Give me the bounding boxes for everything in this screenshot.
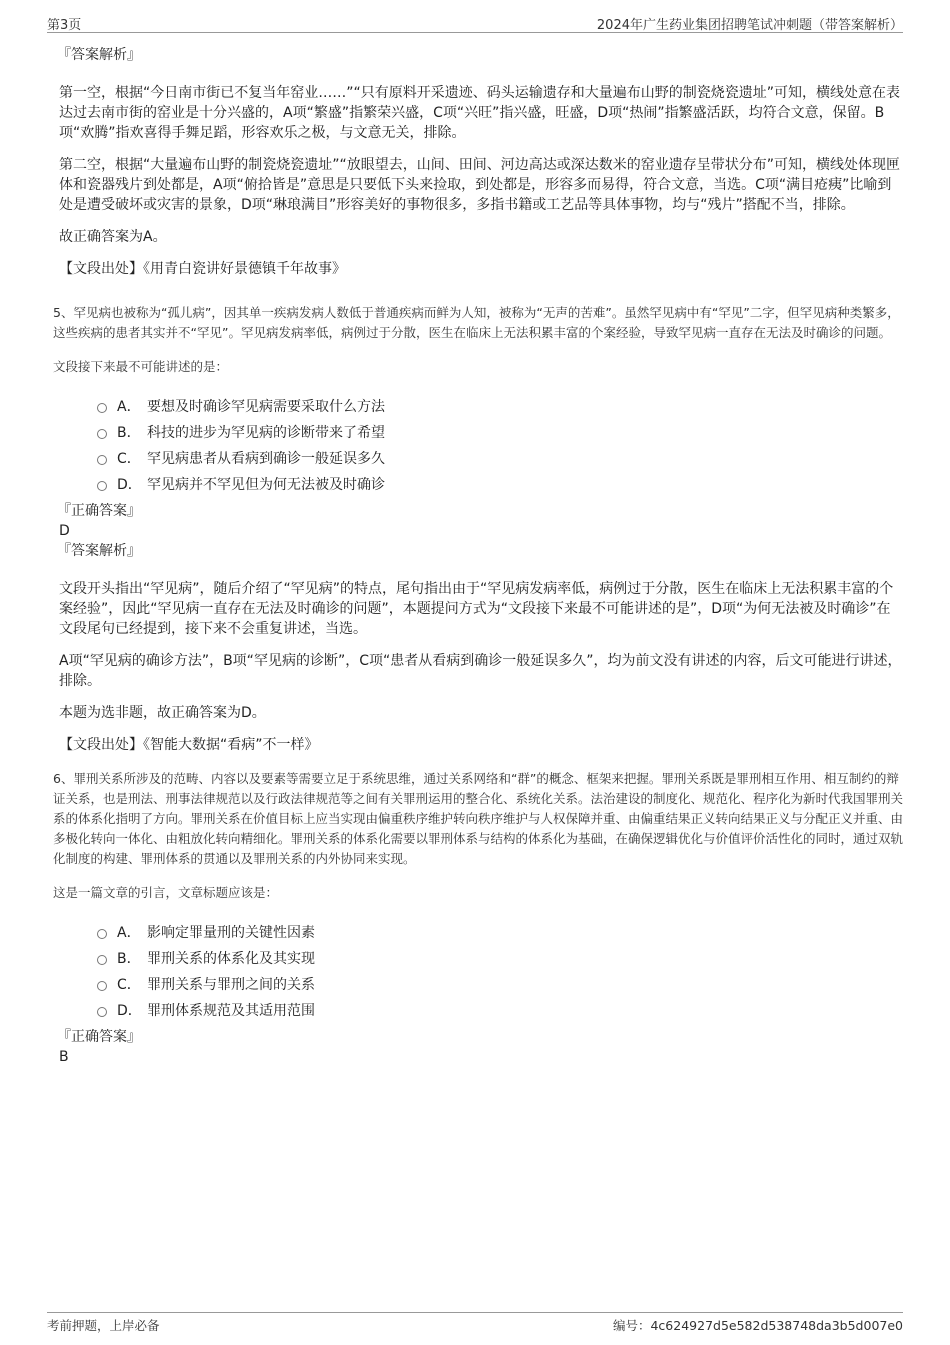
option-text: 要想及时确诊罕见病需要采取什么方法 bbox=[147, 399, 385, 415]
q5-analysis-paragraph-1: 文段开头指出“罕见病”，随后介绍了“罕见病”的特点，尾句指出由于“罕见病发病率低，病例过于分散，医生在临床上无法积累丰富的个案经验”，因此“罕见病一直存在无法及时确诊的问题”，本题提问方式为“文段接下来最不可能讲述的是”，D项“为何无法被及时确诊”在文段尾句已经提到，接下来不会重复讲述，当选。 bbox=[59, 581, 894, 637]
q5-question-text: 5、罕见病也被称为“孤儿病”，因其单一疾病发病人数低于普通疾病而鲜为人知，被称为“无声的苦难”。虽然罕见病中有“罕见”二字，但罕见病种类繁多，这些疾病的患者其实并不“罕见”。罕见病发病率低，病例过于分散，医生在临床上无法积累丰富的个案经验，导致罕见病一直存在无法及时确诊的问题。 bbox=[53, 305, 900, 340]
q4-analysis-paragraph-1: 第一空，根据“今日南市街已不复当年窑业……”“只有原料开采遗迹、码头运输遗存和大量遍布山野的制瓷烧瓷遗址”可知，横线处意在表达过去南市街的窑业是十分兴盛的，A项“繁盛”指繁荣兴盛，C项“兴旺”指兴盛，旺盛，D项“热闹”指繁盛活跃，均符合文意，保留。B项“欢腾”指欢喜得手舞足蹈，形容欢乐之极，与文意无关，排除。 bbox=[59, 85, 901, 141]
q6-option-a[interactable] bbox=[97, 919, 903, 945]
q4-analysis-label: 『答案解析』 bbox=[57, 47, 141, 63]
q6-answer: B bbox=[59, 1049, 69, 1065]
q6-option-d[interactable] bbox=[97, 997, 903, 1023]
document-id: 编号：4c624927d5e582d538748da3b5d007e0 bbox=[612, 1318, 903, 1333]
option-letter: B． bbox=[117, 425, 141, 441]
radio-icon[interactable] bbox=[97, 981, 107, 991]
q5-option-a[interactable] bbox=[97, 393, 903, 419]
radio-icon[interactable] bbox=[97, 929, 107, 939]
radio-icon[interactable] bbox=[97, 1007, 107, 1017]
page-number: 第3页 bbox=[47, 18, 82, 33]
option-text: 罪刑体系规范及其适用范围 bbox=[147, 1003, 315, 1019]
radio-icon[interactable] bbox=[97, 955, 107, 965]
radio-icon[interactable] bbox=[97, 429, 107, 439]
q5-source: 【文段出处】《智能大数据“看病”不一样》 bbox=[59, 737, 319, 753]
q5-answer: D bbox=[59, 523, 70, 539]
q6-options bbox=[97, 919, 903, 1023]
radio-icon[interactable] bbox=[97, 455, 107, 465]
option-text: 罕见病并不罕见但为何无法被及时确诊 bbox=[147, 477, 385, 493]
option-text: 罪刑关系与罪刑之间的关系 bbox=[147, 977, 315, 993]
q4-analysis-paragraph-2: 第二空，根据“大量遍布山野的制瓷烧瓷遗址”“放眼望去，山间、田间、河边高达或深达数米的窑业遗存呈带状分布”可知，横线处体现匣体和瓷器残片到处都是，A项“俯拾皆是”意思是只要低下头来捡取，到处都是，形容多而易得，符合文意，当选。C项“满目疮痍”比喻到处是遭受破坏或灾害的景象，D项“琳琅满目”形容美好的事物很多，多指书籍或工艺品等具体事物，均与“残片”搭配不当，排除。 bbox=[59, 157, 901, 213]
q6-answer-label: 『正确答案』 bbox=[57, 1029, 141, 1045]
q5-option-d[interactable] bbox=[97, 471, 903, 497]
q4-source: 【文段出处】《用青白瓷讲好景德镇千年故事》 bbox=[59, 261, 346, 277]
q5-answer-label: 『正确答案』 bbox=[57, 503, 141, 519]
option-text: 罕见病患者从看病到确诊一般延误多久 bbox=[147, 451, 385, 467]
option-letter: C． bbox=[117, 977, 141, 993]
q5-option-c[interactable] bbox=[97, 445, 903, 471]
q6-prompt: 这是一篇文章的引言，文章标题应该是： bbox=[53, 885, 279, 900]
q5-option-b[interactable] bbox=[97, 419, 903, 445]
main-content bbox=[53, 45, 904, 1067]
q6-option-b[interactable] bbox=[97, 945, 903, 971]
option-letter: B． bbox=[117, 951, 141, 967]
option-letter: D． bbox=[117, 477, 142, 493]
radio-icon[interactable] bbox=[97, 403, 107, 413]
q6-question-text: 6、罪刑关系所涉及的范畴、内容以及要素等需要立足于系统思维，通过关系网络和“群”的概念、框架来把握。罪刑关系既是罪刑相互作用、相互制约的辩证关系，也是刑法、刑事法律规范以及行政法律规范等之间有关罪刑运用的整合化、系统化关系。法治建设的制度化、规范化、程序化为新时代我国罪刑关系的体系化指明了方向。罪刑关系在价值目标上应当实现由偏重秩序维护转向秩序维护与人权保障并重、由偏重结果正义转向结果正义与分配正义并重、由多极化转向一体化、由粗放化转向精细化。罪刑关系的体系化需要以罪刑体系与结构的体系化为基础，在确保逻辑优化与价值评价活性化的同时，通过双轨化制度的构建、罪刑体系的贯通以及罪刑关系的内外协同来实现。 bbox=[53, 771, 904, 866]
option-letter: C． bbox=[117, 451, 141, 467]
q4-analysis-paragraph-3: 故正确答案为A。 bbox=[59, 229, 167, 245]
q5-analysis-paragraph-2: A项“罕见病的确诊方法”，B项“罕见病的诊断”，C项“患者从看病到确诊一般延误多久”，均为前文没有讲述的内容，后文可能进行讲述，排除。 bbox=[59, 653, 902, 689]
page-footer bbox=[47, 1312, 903, 1333]
q6-option-c[interactable] bbox=[97, 971, 903, 997]
q5-prompt: 文段接下来最不可能讲述的是： bbox=[53, 359, 229, 374]
radio-icon[interactable] bbox=[97, 481, 107, 491]
document-title: 2024年广生药业集团招聘笔试冲刺题（带答案解析） bbox=[596, 18, 903, 33]
q5-analysis-paragraph-3: 本题为选非题，故正确答案为D。 bbox=[59, 705, 266, 721]
q5-analysis-label: 『答案解析』 bbox=[57, 543, 141, 559]
option-text: 罪刑关系的体系化及其实现 bbox=[147, 951, 315, 967]
option-letter: A． bbox=[117, 399, 141, 415]
q5-options bbox=[97, 393, 903, 497]
footer-slogan: 考前押题，上岸必备 bbox=[47, 1318, 160, 1333]
option-letter: A． bbox=[117, 925, 141, 941]
page-header bbox=[47, 12, 903, 33]
option-text: 科技的进步为罕见病的诊断带来了希望 bbox=[147, 425, 385, 441]
option-letter: D． bbox=[117, 1003, 142, 1019]
option-text: 影响定罪量刑的关键性因素 bbox=[147, 925, 315, 941]
